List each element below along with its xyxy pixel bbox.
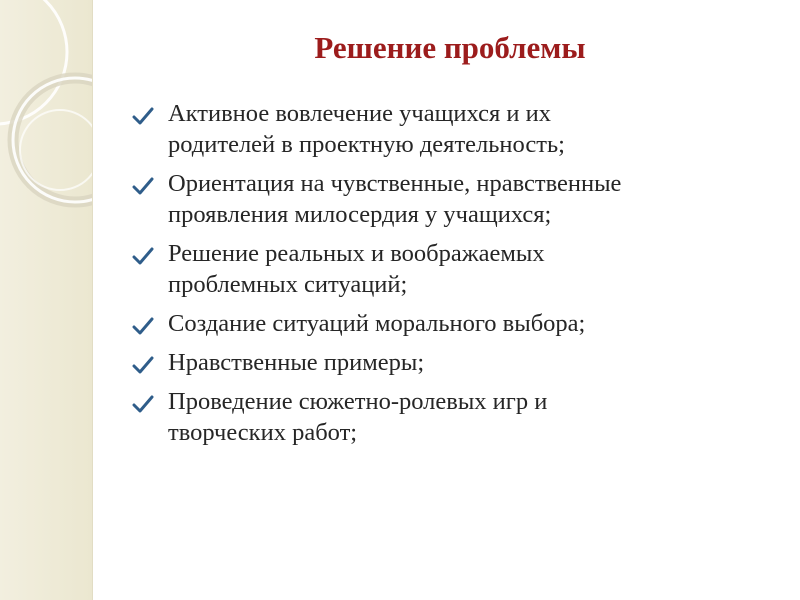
list-item-text-line1: Решение реальных и воображаемых xyxy=(168,240,545,267)
list-item xyxy=(130,347,785,378)
list-item xyxy=(130,168,785,230)
list-item-text-line1: Активное вовлечение учащихся и их xyxy=(168,100,551,127)
checkmark-icon xyxy=(132,177,154,195)
list-item xyxy=(130,238,785,300)
decorative-rings-graphic xyxy=(0,0,92,600)
list-item xyxy=(130,386,785,448)
checkmark-icon xyxy=(132,247,154,265)
list-item-text-line1: Ориентация на чувственные, нравственные xyxy=(168,170,622,197)
checkmark-icon xyxy=(132,395,154,413)
checkmark-icon xyxy=(132,317,154,335)
slide-title: Решение проблемы xyxy=(314,30,586,65)
list-item xyxy=(130,308,785,339)
bullet-list xyxy=(130,98,785,456)
list-item-text-line1: Создание ситуаций морального выбора; xyxy=(168,310,586,337)
checkmark-icon xyxy=(132,356,154,374)
list-item-text-line2: родителей в проектную деятельность; xyxy=(168,131,565,158)
list-item-text-line2: проблемных ситуаций; xyxy=(168,271,408,298)
list-item xyxy=(130,98,785,160)
list-item-text-line1: Нравственные примеры; xyxy=(168,349,425,376)
decorative-side-panel xyxy=(0,0,93,600)
list-item-text-line1: Проведение сюжетно-ролевых игр и xyxy=(168,388,548,415)
list-item-text-line2: проявления милосердия у учащихся; xyxy=(168,201,552,228)
checkmark-icon xyxy=(132,107,154,125)
list-item-text-line2: творческих работ; xyxy=(168,419,358,446)
